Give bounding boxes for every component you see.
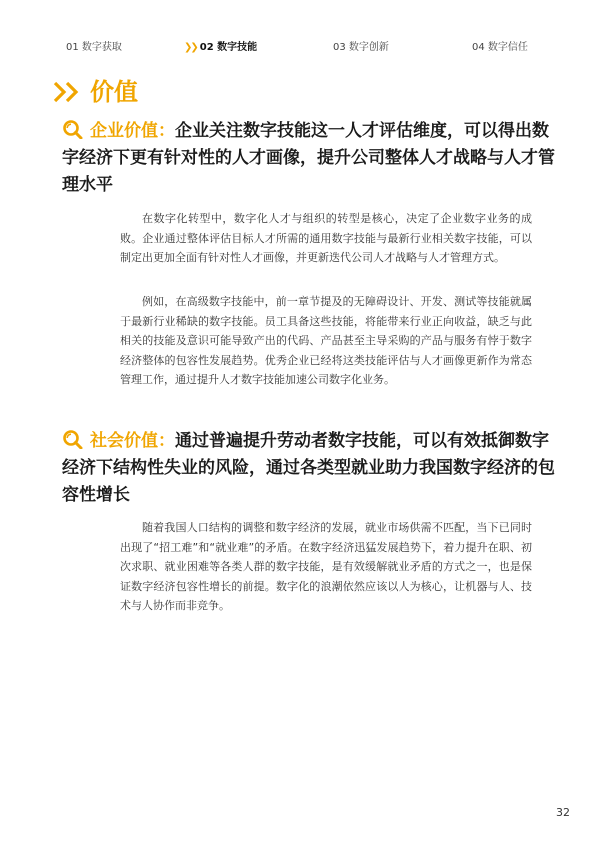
society-paragraph-1: 随着我国人口结构的调整和数字经济的发展，就业市场供需不匹配，当下已同时出现了“招工难”和“就业难”的矛盾。在数字经济迅猛发展趋势下，着力提升在职、初次求职、就业困难等各类人群的数字技能，是有效缓解就业矛盾的方式之一，也是保证数字经济包容性增长的前提。数字化的浪潮依然应该以人为核心，让机器与人、技术与人协作而非竞争。 xyxy=(120,521,532,612)
enterprise-paragraph-2: 例如，在高级数字技能中，前一章节提及的无障碍设计、开发、测试等技能就属于最新行业稀缺的数字技能。员工具备这些技能，将能带来行业正向收益，缺乏与此相关的技能及意识可能导致产出的代码、产品甚至主导采购的产品与服务有悖于数字经济整体的包容性发展趋势。优秀企业已经将这类技能评估与人才画像更新作为常态管理工作，通过提升人才数字技能加速公司数字化业务。 xyxy=(120,295,532,386)
enterprise-paragraph-1: 在数字化转型中，数字化人才与组织的转型是核心，决定了企业数字业务的成败。企业通过整体评估目标人才所需的通用数字技能与最新行业相关数字技能，可以制定出更加全面有针对性人才画像，并更新迭代公司人才战略与人才管理方式。 xyxy=(120,212,532,264)
tab-digital-acquisition[interactable] xyxy=(66,40,122,56)
search-icon xyxy=(62,119,84,139)
enterprise-value-label: 企业价值： xyxy=(90,121,175,141)
page-number: 32 xyxy=(556,806,570,819)
tab-label: 03 数字创新 xyxy=(333,42,389,53)
enterprise-value-heading xyxy=(62,118,562,199)
tab-label: 01 数字获取 xyxy=(66,42,122,53)
search-icon xyxy=(62,429,84,449)
tab-digital-innovation[interactable] xyxy=(333,40,389,56)
tab-digital-trust[interactable] xyxy=(472,40,528,56)
section-title xyxy=(52,76,138,108)
tab-label: 02 数字技能 xyxy=(199,42,258,53)
chevron-right-icon: ❯❯ xyxy=(184,42,197,53)
chapter-nav xyxy=(0,40,600,56)
society-value-label: 社会价值： xyxy=(90,431,175,451)
double-chevron-icon xyxy=(52,79,86,105)
society-value-heading xyxy=(62,428,562,509)
tab-label: 04 数字信任 xyxy=(472,42,528,53)
society-value-text: 通过普遍提升劳动者数字技能，可以有效抵御数字经济下结构性失业的风险，通过各类型就业助力我国数字经济的包容性增长 xyxy=(62,431,555,505)
enterprise-value-text: 企业关注数字技能这一人才评估维度，可以得出数字经济下更有针对性的人才画像，提升公司整体人才战略与人才管理水平 xyxy=(62,121,555,195)
tab-digital-skills[interactable] xyxy=(184,40,257,56)
section-title-text: 价值 xyxy=(90,78,138,106)
